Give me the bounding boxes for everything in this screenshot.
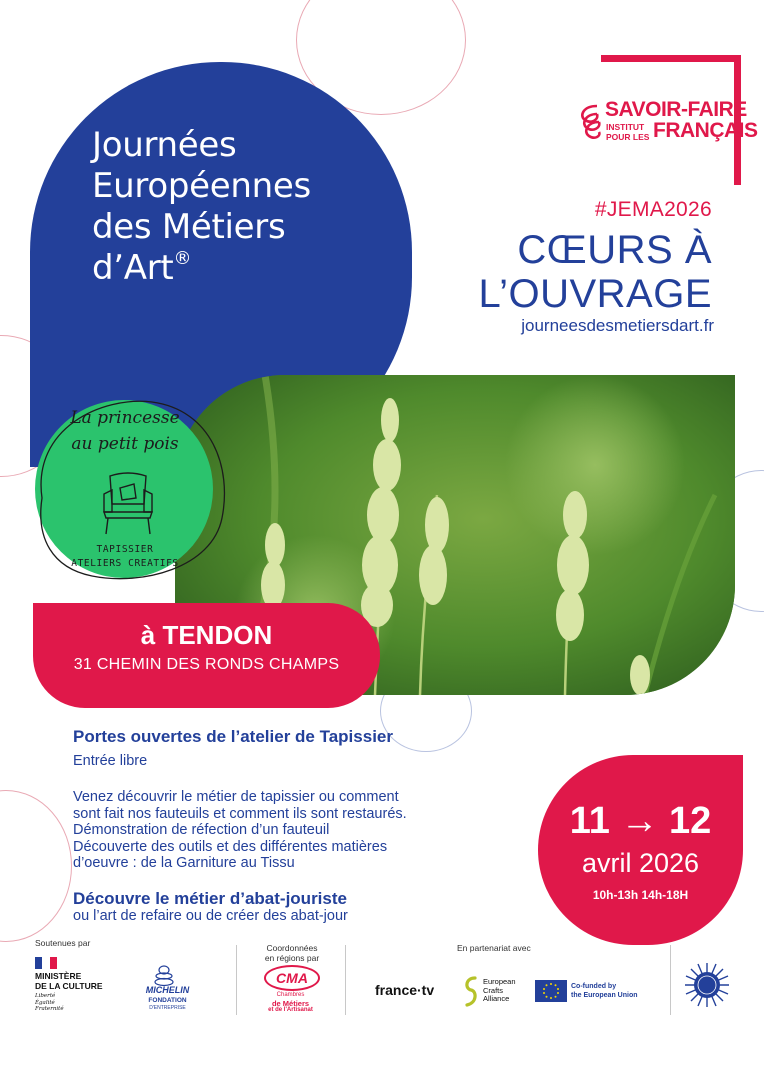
- ministry-culture-logo: [35, 957, 125, 1017]
- title-line: Journées: [92, 125, 237, 165]
- event-description: [73, 789, 407, 872]
- coordinated-label: [249, 943, 335, 963]
- description-line: Démonstration de réfection d’un fauteuil: [73, 822, 330, 838]
- date-range: 11 → 12: [569, 800, 712, 842]
- description-line: Découverte des outils et des différentes matières: [73, 838, 388, 855]
- artisan-subtitle-line: TAPISSIER: [96, 544, 154, 555]
- artisan-subtitle-line: ATELIERS CREATIFS: [71, 558, 179, 569]
- ministry-motto: Égalité: [35, 999, 55, 1006]
- seal-icon: [684, 962, 730, 1008]
- artisan-name: [40, 405, 210, 457]
- location-address: 31 CHEMIN DES RONDS CHAMPS: [73, 656, 340, 673]
- eu-flag-icon: [535, 980, 567, 1002]
- title-line: d’Art: [92, 248, 174, 288]
- description-line: Venez découvrir le métier de tapissier ou comment: [73, 789, 399, 805]
- french-flag-icon: [35, 957, 57, 969]
- event-subheading-2: ou l’art de refaire ou de créer des abat-jour: [73, 908, 348, 924]
- swirl-icon: [575, 102, 603, 142]
- coordinated-line: en régions par: [264, 953, 320, 963]
- decorative-ring: [0, 790, 72, 942]
- opening-hours: 10h-13h 14h-18H: [592, 888, 689, 902]
- savoir-faire-title: SAVOIR-FAIRE: [605, 98, 747, 121]
- website-link[interactable]: journeesdesmetiersdart.fr: [521, 316, 714, 335]
- cma-line: de Métiers: [271, 998, 310, 1008]
- cma-badge: CMA: [264, 965, 320, 991]
- cma-line: Chambres: [276, 992, 305, 998]
- cma-line: et de l'Artisanat: [268, 1007, 313, 1013]
- european-crafts-alliance-logo: [463, 975, 528, 1011]
- supported-by-label: Soutenues par: [35, 938, 91, 948]
- description-line: d’oeuvre : de la Garniture au Tissu: [73, 855, 295, 871]
- hashtag: #JEMA2026: [594, 198, 712, 221]
- cma-logo: [258, 965, 323, 1017]
- theme-line: CŒURS À: [517, 228, 712, 272]
- michelin-line: FONDATION: [148, 997, 187, 1004]
- michelin-brand: MICHELIN: [145, 985, 190, 995]
- savoir-faire-small: INSTITUT POUR LES: [606, 122, 650, 142]
- artisan-subtitle: [40, 543, 210, 571]
- francetv-logo: france·tv: [375, 982, 435, 998]
- artisan-name-line: au petit pois: [71, 434, 179, 454]
- title-line: des Métiers: [92, 207, 286, 247]
- ministry-line: MINISTÈRE: [35, 971, 82, 981]
- artisan-name-line: La princesse: [70, 408, 180, 428]
- corner-bar: [601, 55, 741, 62]
- footer-divider: [670, 945, 671, 1015]
- theme-line: L’OUVRAGE: [478, 272, 712, 316]
- eca-line: Alliance: [483, 994, 510, 1003]
- eca-line: Crafts: [483, 985, 504, 995]
- event-title: [92, 125, 311, 289]
- eu-line: Co-funded by: [571, 983, 617, 990]
- registered-mark: ®: [173, 248, 192, 269]
- eca-line: European: [483, 977, 516, 986]
- title-line: Européennes: [92, 166, 311, 206]
- eca-symbol-icon: [463, 975, 479, 1009]
- event-heading: Portes ouvertes de l’atelier de Tapissier: [73, 727, 393, 746]
- theme-title: [479, 228, 712, 316]
- savoir-faire-logo: [575, 98, 758, 158]
- event-entry: Entrée libre: [73, 753, 148, 769]
- footer-divider: [236, 945, 237, 1015]
- eu-cofunded-logo: [535, 980, 655, 1004]
- eu-line: the European Union: [571, 992, 638, 999]
- partnership-label: En partenariat avec: [457, 943, 531, 953]
- ministry-line: DE LA CULTURE: [35, 980, 103, 991]
- ministry-motto: Liberté: [35, 993, 56, 999]
- location-city: à TENDON: [140, 620, 273, 650]
- description-line: sont fait nos fauteuils et comment ils sont restaurés.: [73, 805, 407, 822]
- savoir-faire-big: FRANÇAIS: [653, 119, 758, 142]
- bibendum-icon: [149, 965, 179, 987]
- ministry-motto: Fraternité: [35, 1006, 64, 1012]
- coordinated-line: Coordonnées: [266, 943, 318, 953]
- armchair-icon: [98, 468, 158, 536]
- michelin-line: D'ENTREPRISE: [149, 1004, 186, 1011]
- michelin-foundation-logo: [135, 965, 200, 1015]
- date-month: avril 2026: [581, 848, 700, 878]
- footer-divider: [345, 945, 346, 1015]
- event-heading-2: Découvre le métier d’abat-jouriste: [73, 889, 347, 908]
